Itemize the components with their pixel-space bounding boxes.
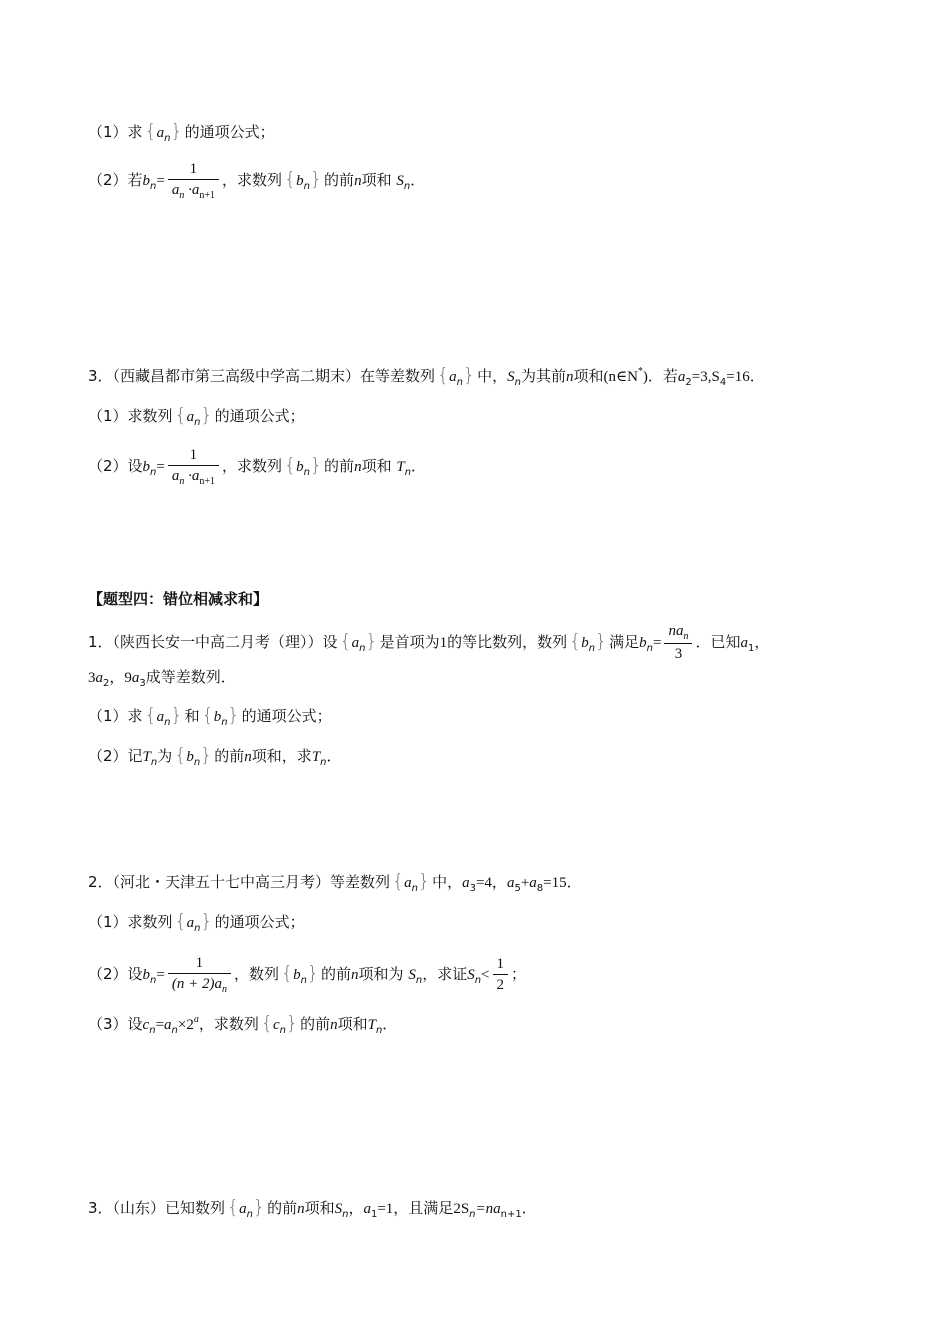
s4-q2-part2: （2）设$b_n=$ $\frac{1}{(n + 2)a_n}$ ，数列 $\{b_n\}$ 的前n项和为 $S_n$，求证$S_n<$ $\frac{1}{2}$ ； bbox=[88, 955, 527, 995]
s4-q1-part1: （1）求 $\{a_n\}$ 和 $\{b_n\}$ 的通项公式； bbox=[88, 704, 332, 728]
fraction: $\frac{1}{a_n \cdot a_{n+1}}$ bbox=[168, 160, 219, 201]
s4-q1-stem: 1．（陕西长安一中高二月考（理））设 $\{a_n\}$ 是首项为1的等比数列，数列 $\{b_n\}$ 满足$b_n=$ $\frac{na_n}{3}$ ．已知$a_1$， bbox=[88, 623, 770, 662]
q3-part1: （1）求数列 $\{a_n\}$ 的通项公式； bbox=[88, 404, 305, 428]
s4-q1-stem-cont: $3a_2$，$9a_3$成等差数列． bbox=[88, 668, 236, 689]
s4-q1-part2: （2）记$T_n$为 $\{b_n\}$ 的前n项和，求$T_n$． bbox=[88, 744, 342, 768]
s4-q2-part3: （3）设$c_n=a_n\times 2^a$，求数列 $\{c_n\}$ 的前n项和$T_n$． bbox=[88, 1012, 398, 1036]
s4-q2-part1: （1）求数列 $\{a_n\}$ 的通项公式； bbox=[88, 910, 305, 934]
q2-part1: （1）求 $\{a_n\}$ 的通项公式； bbox=[88, 120, 275, 144]
s4-q2-stem: 2．（河北・天津五十七中高三月考）等差数列 $\{a_n\}$ 中，$a_3=4$，$a_5+a_8=15$． bbox=[88, 870, 582, 894]
q3-stem: 3．（西藏昌都市第三高级中学高二期末）在等差数列 $\{a_n\}$ 中，$S_n$为其前n项和(n∈N*)．若$a_2=3,S_4=16$． bbox=[88, 364, 765, 388]
q3-part2: （2）设$b_n=$ $\frac{1}{a_n \cdot a_{n+1}}$ ，求数列 $\{b_n\}$ 的前n项和 $T_n$． bbox=[88, 447, 427, 487]
set-a-n: $\{a_n\}$ bbox=[144, 120, 183, 144]
q2-part2: （2）若$b_n=$ $\frac{1}{a_n \cdot a_{n+1}}$ ，求数列 $\{b_n\}$ 的前n项和 $S_n$． bbox=[88, 161, 426, 201]
section-heading: 【题型四：错位相减求和】 bbox=[88, 590, 269, 608]
s4-q3-stem: 3．（山东）已知数列 $\{a_n\}$ 的前n项和$S_n$，$a_1=1$，且满足$2S_n=na_{n+1}$． bbox=[88, 1196, 537, 1220]
